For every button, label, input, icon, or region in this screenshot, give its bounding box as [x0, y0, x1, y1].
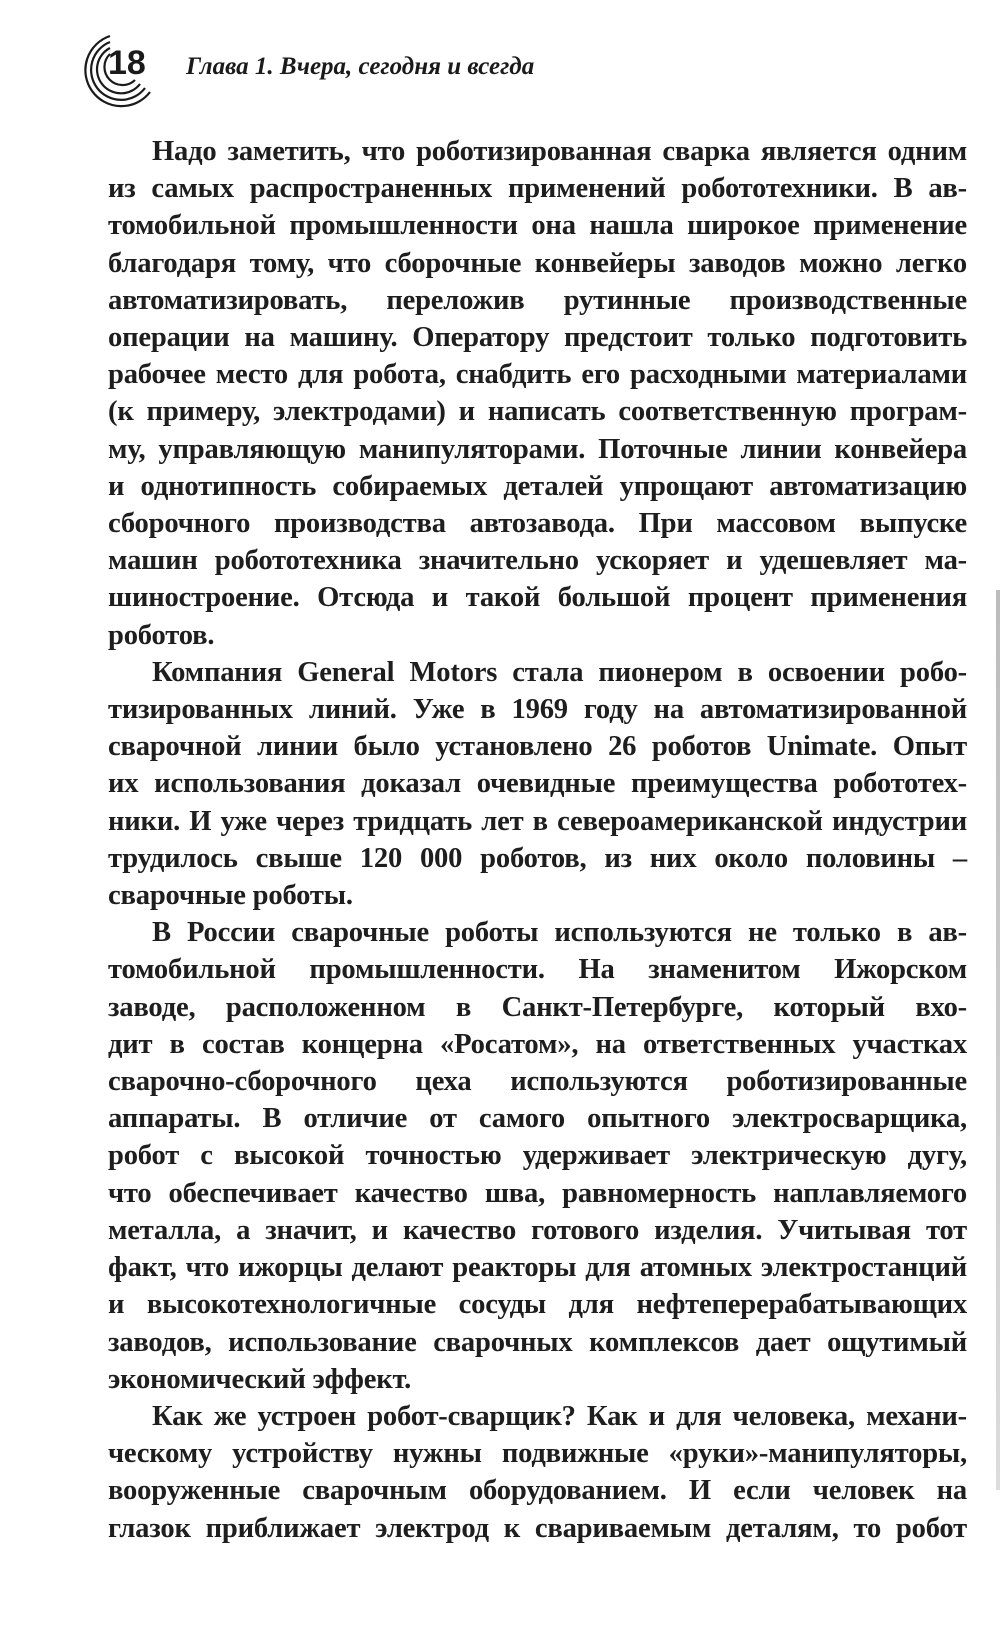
text-line: сборочного производства автозавода. При массовом выпуске: [108, 508, 967, 540]
paragraph: [108, 914, 967, 1398]
text-line: ческому устройству нужны подвижные «руки»-манипуляторы,: [108, 1438, 967, 1470]
text-line: дит в состав концерна «Росатом», на ответственных участках: [108, 1028, 967, 1060]
text-line: автоматизировать, переложив рутинные производственные: [108, 284, 967, 316]
text-line: шиностроение. Отсюда и такой большой процент применения: [108, 582, 967, 614]
text-line: и высокотехнологичные сосуды для нефтеперерабатывающих: [108, 1289, 967, 1321]
text-line: металла, а значит, и качество готового изделия. Учитывая тот: [108, 1214, 967, 1246]
text-line: трудилось свыше 120 000 роботов, из них около половины –: [108, 842, 967, 874]
text-line: роботов.: [108, 619, 215, 651]
paragraph: [108, 654, 967, 914]
text-line: В России сварочные роботы используются не только в ав-: [152, 917, 967, 949]
text-line: и однотипность собираемых деталей упрощают автоматизацию: [108, 470, 967, 502]
text-line: сварочные роботы.: [108, 880, 353, 912]
text-line: Надо заметить, что роботизированная сварка является одним: [152, 136, 967, 167]
text-line: операции на машину. Оператору предстоит только подготовить: [108, 322, 967, 354]
text-line: Компания General Motors стала пионером в освоении робо-: [152, 656, 967, 688]
page-edge-shadow: [996, 590, 1000, 1490]
text-line: томобильной промышленности. На знаменитом Ижорском: [108, 954, 967, 986]
text-line: сварочной линии было установлено 26 роботов Unimate. Опыт: [108, 731, 967, 763]
text-line: глазок приближает электрод к свариваемым деталям, то робот: [108, 1512, 967, 1544]
text-line: заводе, расположенном в Санкт-Петербурге, который вхо-: [108, 991, 967, 1023]
text-line: Как же устроен робот-сварщик? Как и для человека, механи-: [152, 1400, 967, 1432]
text-line: из самых распространенных применений робототехники. В ав-: [108, 173, 967, 205]
text-line: их использования доказал очевидные преимущества робототех-: [108, 768, 967, 800]
page-header: [66, 30, 966, 110]
paragraph: [108, 1398, 967, 1547]
text-line: томобильной промышленности она нашла широкое применение: [108, 210, 967, 242]
text-line: факт, что ижорцы делают реакторы для атомных электростанций: [108, 1252, 967, 1284]
text-line: (к примеру, электродами) и написать соответственную програм-: [108, 396, 967, 428]
text-line: сварочно-сборочного цеха используются роботизированные: [108, 1066, 967, 1098]
text-line: заводов, использование сварочных комплексов дает ощутимый: [108, 1326, 967, 1358]
text-line: что обеспечивает качество шва, равномерность наплавляемого: [108, 1177, 967, 1209]
text-line: экономический эффект.: [108, 1363, 412, 1395]
text-line: ники. И уже через тридцать лет в североамериканской индустрии: [108, 805, 967, 837]
paragraph: [108, 133, 967, 654]
text-line: благодаря тому, что сборочные конвейеры заводов можно легко: [108, 247, 967, 279]
running-head-chapter-title: Глава 1. Вчера, сегодня и всегда: [186, 53, 535, 80]
text-line: му, управляющую манипуляторами. Поточные линии конвейера: [108, 433, 967, 465]
text-line: аппараты. В отличие от самого опытного электросварщика,: [108, 1103, 967, 1135]
text-line: тизированных линий. Уже в 1969 году на автоматизированной: [108, 694, 967, 726]
body-text: [108, 133, 967, 1547]
text-line: вооруженные сварочным оборудованием. И если человек на: [108, 1475, 967, 1507]
text-line: робот с высокой точностью удерживает электрическую дугу,: [108, 1140, 967, 1172]
page-number: 18: [108, 44, 146, 82]
text-line: машин робототехника значительно ускоряет и удешевляет ма-: [108, 545, 967, 577]
text-line: рабочее место для робота, снабдить его расходными материалами: [108, 359, 967, 391]
